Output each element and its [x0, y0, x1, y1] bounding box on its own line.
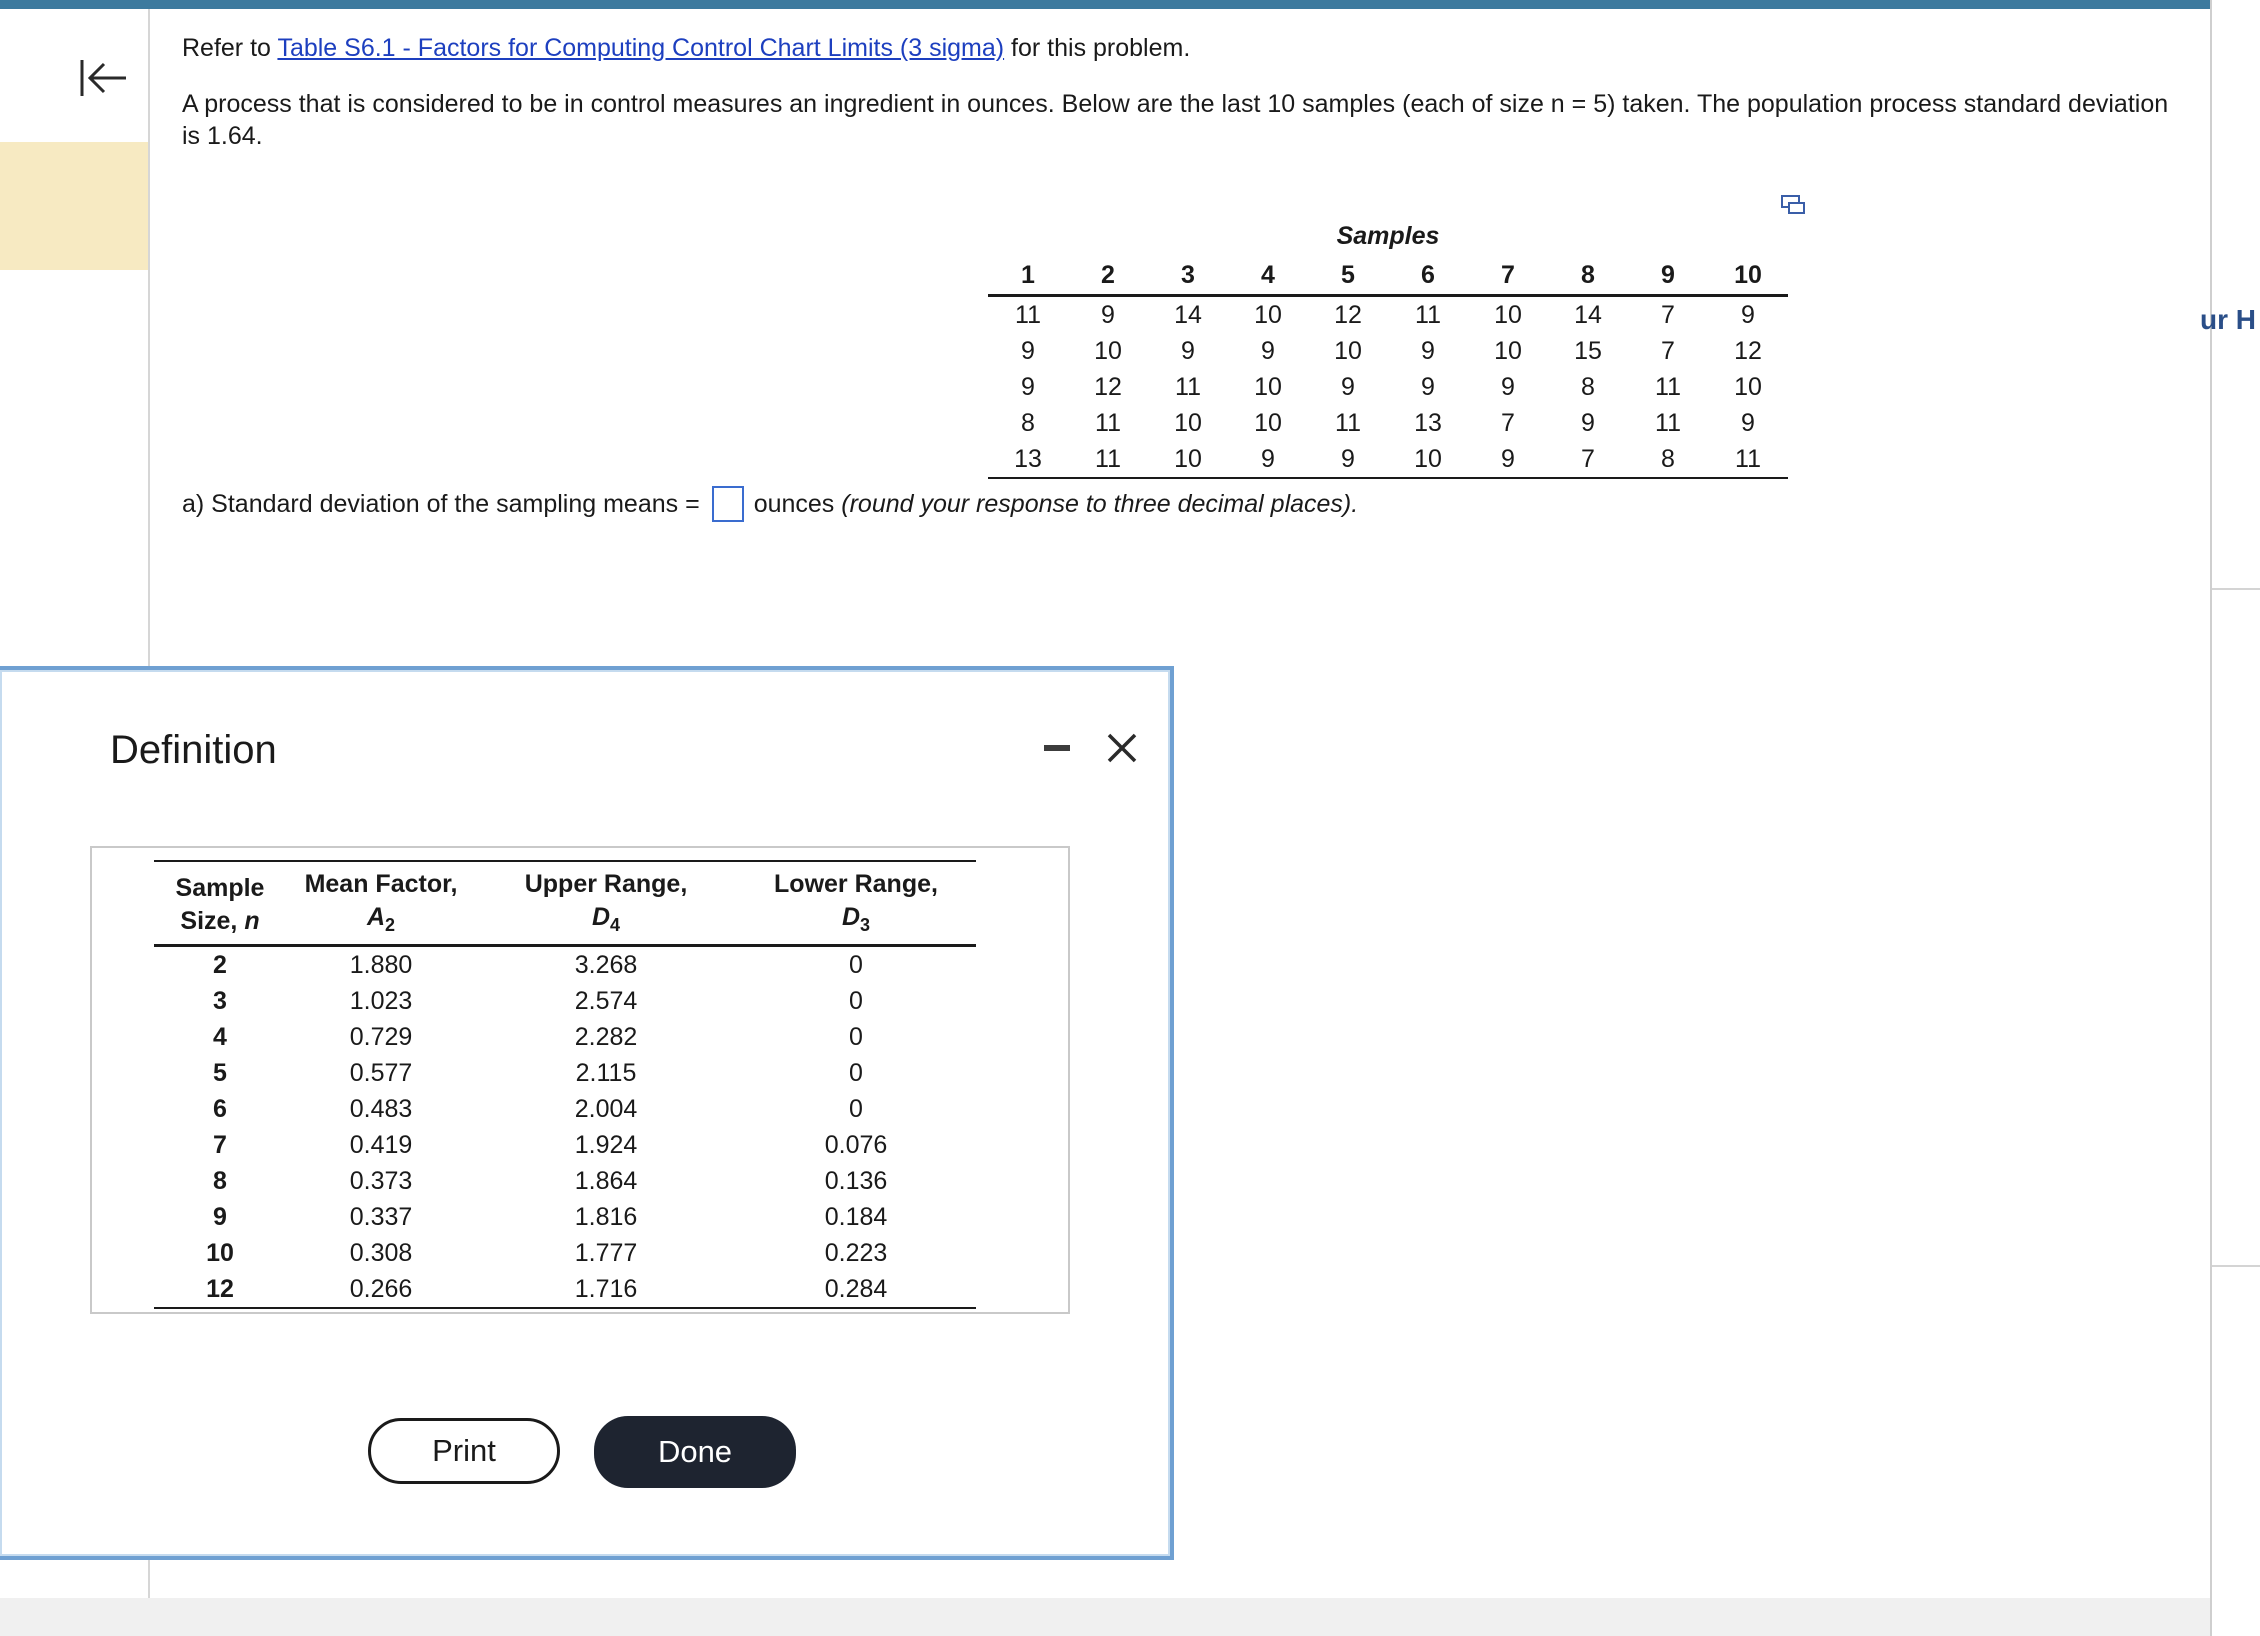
- factor-cell: 2.574: [574, 986, 638, 1015]
- sample-cell: 9: [1501, 372, 1515, 401]
- sample-cell: 10: [1254, 408, 1282, 437]
- factor-cell: 2.282: [574, 1022, 638, 1051]
- sample-cell: 10: [1174, 408, 1202, 437]
- table-row: [154, 1019, 976, 1055]
- sample-size-cell: 3: [213, 986, 227, 1015]
- sample-cell: 10: [1148, 441, 1228, 478]
- sample-header: 5: [1308, 256, 1388, 296]
- factor-cell: 0: [849, 1022, 863, 1051]
- sample-size-cell: 8: [213, 1166, 227, 1195]
- problem-statement: A process that is considered to be in control measures an ingredient in ounces. Below are the last 10 samples (each of size n = 5) taken. The population process standard deviation is 1.64.: [182, 90, 2169, 150]
- sample-cell: 15: [1574, 336, 1602, 365]
- sample-header: 8: [1548, 256, 1628, 296]
- header-text: Lower Range,: [774, 870, 938, 898]
- factor-cell: 2.004: [574, 1094, 638, 1123]
- factor-cell: 0: [849, 950, 863, 979]
- header-text: Sample: [175, 874, 265, 902]
- table-row: [154, 1055, 976, 1091]
- sample-cell: 9: [1741, 300, 1755, 329]
- sample-cell: 9: [1308, 441, 1388, 478]
- sample-cell: 11: [1655, 408, 1681, 437]
- table-row: [988, 405, 1788, 441]
- sample-cell: 9: [1421, 372, 1435, 401]
- sample-cell: 9: [1261, 336, 1275, 365]
- factor-cell: 0: [849, 1094, 863, 1123]
- table-row: [154, 1091, 976, 1127]
- factor-cell: 0: [849, 1058, 863, 1087]
- sample-cell: 10: [1094, 336, 1122, 365]
- factor-cell: 0.076: [824, 1130, 888, 1159]
- question-a-label: a) Standard deviation of the sampling means =: [182, 490, 700, 518]
- sample-header: 6: [1388, 256, 1468, 296]
- header-symbol: D: [841, 903, 861, 931]
- samples-table: [988, 216, 1788, 479]
- sample-cell: 11: [1708, 441, 1788, 478]
- samples-caption: Samples: [1336, 221, 1440, 250]
- bottom-strip: [0, 1598, 2210, 1636]
- sample-cell: 9: [1421, 336, 1435, 365]
- sample-header: 2: [1068, 256, 1148, 296]
- sample-size-cell: 12: [154, 1271, 286, 1308]
- factor-cell: 0.308: [349, 1238, 413, 1267]
- sample-cell: 8: [1628, 441, 1708, 478]
- header-upper-range: [476, 861, 736, 946]
- table-row: [154, 983, 976, 1019]
- header-text: Mean Factor,: [304, 870, 458, 898]
- sample-cell: 7: [1661, 300, 1675, 329]
- sample-cell: 9: [1021, 336, 1035, 365]
- sample-cell: 10: [1334, 336, 1362, 365]
- question-a-hint: (round your response to three decimal places).: [841, 490, 1359, 518]
- table-reference-line: [182, 30, 1190, 66]
- sample-cell: 9: [1741, 408, 1755, 437]
- collapse-sidebar-icon[interactable]: [78, 56, 130, 100]
- factor-cell: 0.729: [349, 1022, 413, 1051]
- sample-size-cell: 5: [213, 1058, 227, 1087]
- sample-size-cell: 6: [213, 1094, 227, 1123]
- sample-cell: 11: [1335, 408, 1361, 437]
- question-highlight-marker: [0, 142, 148, 270]
- definition-dialog: [0, 666, 1174, 1560]
- minimize-button[interactable]: [1042, 732, 1072, 762]
- factor-cell: 1.777: [574, 1238, 638, 1267]
- sample-header: 9: [1628, 256, 1708, 296]
- sample-cell: 10: [1388, 441, 1468, 478]
- header-subscript: 3: [860, 915, 871, 935]
- factor-cell: 3.268: [574, 950, 638, 979]
- sample-cell: 9: [1021, 372, 1035, 401]
- refer-prefix: Refer to: [182, 34, 271, 62]
- done-button[interactable]: Done: [594, 1416, 796, 1488]
- sample-cell: 9: [1581, 408, 1595, 437]
- factor-cell: 1.023: [349, 986, 413, 1015]
- sample-cell: 14: [1574, 300, 1602, 329]
- factor-cell: 0.223: [824, 1238, 888, 1267]
- dialog-title: Definition: [110, 728, 277, 772]
- sample-header: 7: [1468, 256, 1548, 296]
- sample-cell: 9: [1468, 441, 1548, 478]
- sample-cell: 14: [1174, 300, 1202, 329]
- sample-cell: 13: [988, 441, 1068, 478]
- sample-cell: 11: [1068, 441, 1148, 478]
- factor-cell: 0.419: [349, 1130, 413, 1159]
- factor-cell: 1.924: [574, 1130, 638, 1159]
- sample-cell: 12: [1094, 372, 1122, 401]
- factor-cell: 1.816: [574, 1202, 638, 1231]
- factor-cell: 2.115: [575, 1058, 637, 1087]
- sample-cell: 7: [1501, 408, 1515, 437]
- sample-cell: 10: [1734, 372, 1762, 401]
- copy-data-icon[interactable]: [1780, 194, 1806, 216]
- sample-cell: 9: [1181, 336, 1195, 365]
- table-row: [154, 1199, 976, 1235]
- header-subscript: 4: [610, 915, 621, 935]
- factor-cell: 1.716: [476, 1271, 736, 1308]
- factor-cell: 1.880: [349, 950, 413, 979]
- sample-cell: 10: [1254, 300, 1282, 329]
- sample-cell: 12: [1734, 336, 1762, 365]
- table-row: [154, 1271, 976, 1308]
- divider: [2212, 1265, 2260, 1267]
- refer-suffix: for this problem.: [1011, 34, 1191, 62]
- table-row: [988, 369, 1788, 405]
- sample-cell: 10: [1494, 336, 1522, 365]
- table-row: [154, 1127, 976, 1163]
- print-button[interactable]: Print: [368, 1418, 560, 1484]
- sample-cell: 9: [1101, 300, 1115, 329]
- factor-cell: 0.184: [824, 1202, 888, 1231]
- table-row: [154, 946, 976, 984]
- header-lower-range: [736, 861, 976, 946]
- table-row: [988, 441, 1788, 478]
- question-a: [182, 484, 1358, 524]
- factor-cell: 0.136: [824, 1166, 888, 1195]
- header-text: Upper Range,: [524, 870, 688, 898]
- factor-cell: 0: [849, 986, 863, 1015]
- factor-cell: 0.284: [736, 1271, 976, 1308]
- sample-cell: 10: [1494, 300, 1522, 329]
- sample-cell: 11: [1655, 372, 1681, 401]
- table-row: [154, 1235, 976, 1271]
- sample-cell: 13: [1414, 408, 1442, 437]
- factors-table-frame: [90, 846, 1070, 1314]
- sample-cell: 9: [1341, 372, 1355, 401]
- sample-cell: 10: [1254, 372, 1282, 401]
- table-row: [988, 333, 1788, 369]
- sample-cell: 11: [1415, 300, 1441, 329]
- control-chart-factors-table: [154, 860, 976, 1309]
- clipped-edge-text: ur H: [2200, 304, 2256, 335]
- close-button[interactable]: [1104, 730, 1140, 766]
- header-sample-size: [154, 861, 286, 946]
- divider: [2212, 588, 2260, 590]
- factor-cell: 0.373: [349, 1166, 413, 1195]
- sample-cell: 11: [1175, 372, 1201, 401]
- sample-cell: 11: [1095, 408, 1121, 437]
- sample-cell: 12: [1334, 300, 1362, 329]
- sample-size-cell: 4: [213, 1022, 227, 1051]
- sample-size-cell: 10: [206, 1238, 234, 1267]
- header-symbol: D: [591, 903, 611, 931]
- top-accent-bar: [0, 0, 2210, 9]
- sample-size-cell: 2: [213, 950, 227, 979]
- header-text: Size,: [180, 907, 238, 935]
- sample-cell: 8: [1581, 372, 1595, 401]
- factor-cell: 0.483: [349, 1094, 413, 1123]
- sample-size-cell: 7: [213, 1130, 227, 1159]
- table-row: [988, 296, 1788, 334]
- question-a-unit: ounces: [753, 490, 835, 518]
- factor-cell: 0.337: [349, 1202, 413, 1231]
- header-subscript: 2: [385, 915, 396, 935]
- factor-cell: 0.577: [349, 1058, 413, 1087]
- sample-header: 10: [1708, 256, 1788, 296]
- table-row: [154, 1163, 976, 1199]
- factor-cell: 1.864: [574, 1166, 638, 1195]
- sample-size-cell: 9: [213, 1202, 227, 1231]
- sample-cell: 7: [1661, 336, 1675, 365]
- header-symbol: n: [244, 907, 260, 935]
- sample-cell: 7: [1548, 441, 1628, 478]
- std-dev-answer-input[interactable]: [712, 486, 744, 522]
- sample-header: 4: [1228, 256, 1308, 296]
- header-mean-factor: [286, 861, 476, 946]
- sample-header: 1: [988, 256, 1068, 296]
- sample-cell: 9: [1228, 441, 1308, 478]
- factor-cell: 0.266: [286, 1271, 476, 1308]
- table-s6-1-link[interactable]: Table S6.1 - Factors for Computing Control Chart Limits (3 sigma): [277, 34, 1005, 62]
- sample-cell: 11: [1015, 300, 1041, 329]
- sample-header: 3: [1148, 256, 1228, 296]
- sample-cell: 8: [1021, 408, 1035, 437]
- header-symbol: A: [366, 903, 386, 931]
- right-panel-edge: [2210, 0, 2260, 1636]
